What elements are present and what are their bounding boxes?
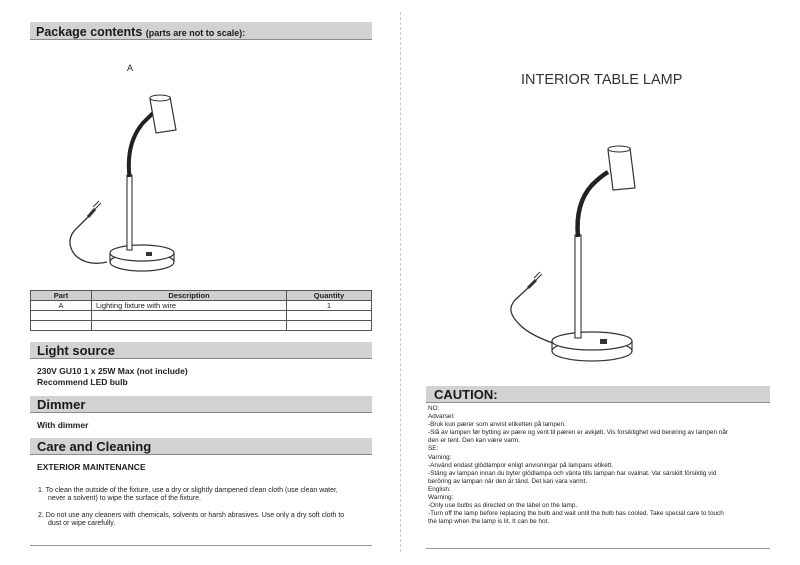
caution-line: -Turn off the lamp before replacing the bulb and wait until the bulb has cooled. Take special care to touch — [428, 510, 724, 518]
package-contents-header — [30, 22, 372, 40]
right-bottom-rule — [426, 548, 770, 549]
cell-part — [31, 311, 92, 321]
caution-line: -Bruk kun pærer som anvist etiketten på lampen. — [428, 421, 566, 429]
package-contents-note: (parts are not to scale): — [145, 28, 246, 38]
caution-line: -Slå av lampen før bytting av pære og vent til pæren er avkjølt. Vis forsiktighet ved berøring av lampen når — [428, 429, 729, 437]
care-item-1-line-1: 1. To clean the outside of the fixture, use a dry or slightly dampened clean cloth (use clean water, — [38, 487, 338, 494]
caution-line: NO: — [428, 405, 440, 412]
lamp-illustration — [490, 140, 640, 370]
col-part-header: Part — [31, 291, 92, 301]
caution-line: Warning: — [428, 494, 454, 502]
care-item-1-line-2: never a solvent) to wipe the surface of the fixture. — [48, 495, 201, 502]
lamp-illustration-a — [55, 85, 195, 280]
part-letter-label: A — [127, 63, 134, 73]
cell-part — [31, 321, 92, 331]
caution-line: -Stäng av lampan innan du byter glödlampa och vänta tills lampan har svalnat. Var särskilt försiktig vid — [428, 469, 717, 477]
parts-table-header-row — [31, 291, 372, 301]
caution-line: beröring av lampan när den är tänd. Det kan vara varmt. — [428, 477, 588, 485]
cell-quantity: 1 — [287, 301, 372, 311]
light-source-header: Light source — [30, 342, 372, 359]
cell-part: A — [31, 301, 92, 311]
caution-line: the lamp when the lamp is lit. It can be hot. — [428, 518, 550, 526]
care-item-2-line-1: 2. Do not use any cleaners with chemicals, solvents or harsh abrasives. Use only a dry soft cloth to — [38, 512, 345, 519]
product-title: INTERIOR TABLE LAMP — [521, 72, 683, 88]
caution-line: -Använd endast glödlampor enligt anvisningar på lampans etikett. — [428, 461, 614, 469]
caution-line: Varning: — [428, 453, 452, 461]
cell-description: Lighting fixture with wire — [92, 301, 287, 311]
cell-quantity — [287, 311, 372, 321]
parts-table — [30, 290, 372, 331]
caution-line: den er tent. Den kan være varm. — [428, 437, 520, 445]
care-item-2-line-2: dust or wipe carefully. — [48, 520, 116, 527]
caution-line: SE: — [428, 445, 439, 453]
caution-line: Advarsel: — [428, 413, 455, 421]
caution-line: -Only use bulbs as directed on the label on the lamp. — [428, 502, 578, 510]
cell-description — [92, 321, 287, 331]
table-row — [31, 301, 372, 311]
dimmer-header: Dimmer — [30, 396, 372, 413]
table-row — [31, 321, 372, 331]
cell-description — [92, 311, 287, 321]
cell-quantity — [287, 321, 372, 331]
exterior-maintenance-subheader: EXTERIOR MAINTENANCE — [37, 462, 146, 472]
light-source-line-2: Recommend LED bulb — [37, 377, 128, 387]
table-row — [31, 311, 372, 321]
caution-line: English: — [428, 485, 451, 493]
dimmer-text: With dimmer — [37, 420, 89, 430]
col-quantity-header: Quantity — [287, 291, 372, 301]
col-description-header: Description — [92, 291, 287, 301]
right-page — [400, 0, 800, 565]
care-cleaning-header: Care and Cleaning — [30, 438, 372, 455]
light-source-line-1: 230V GU10 1 x 25W Max (not include) — [37, 366, 188, 376]
package-contents-title: Package contents — [36, 25, 143, 39]
caution-header: CAUTION: — [426, 386, 770, 403]
left-bottom-rule — [30, 545, 372, 546]
caution-text — [428, 405, 728, 526]
